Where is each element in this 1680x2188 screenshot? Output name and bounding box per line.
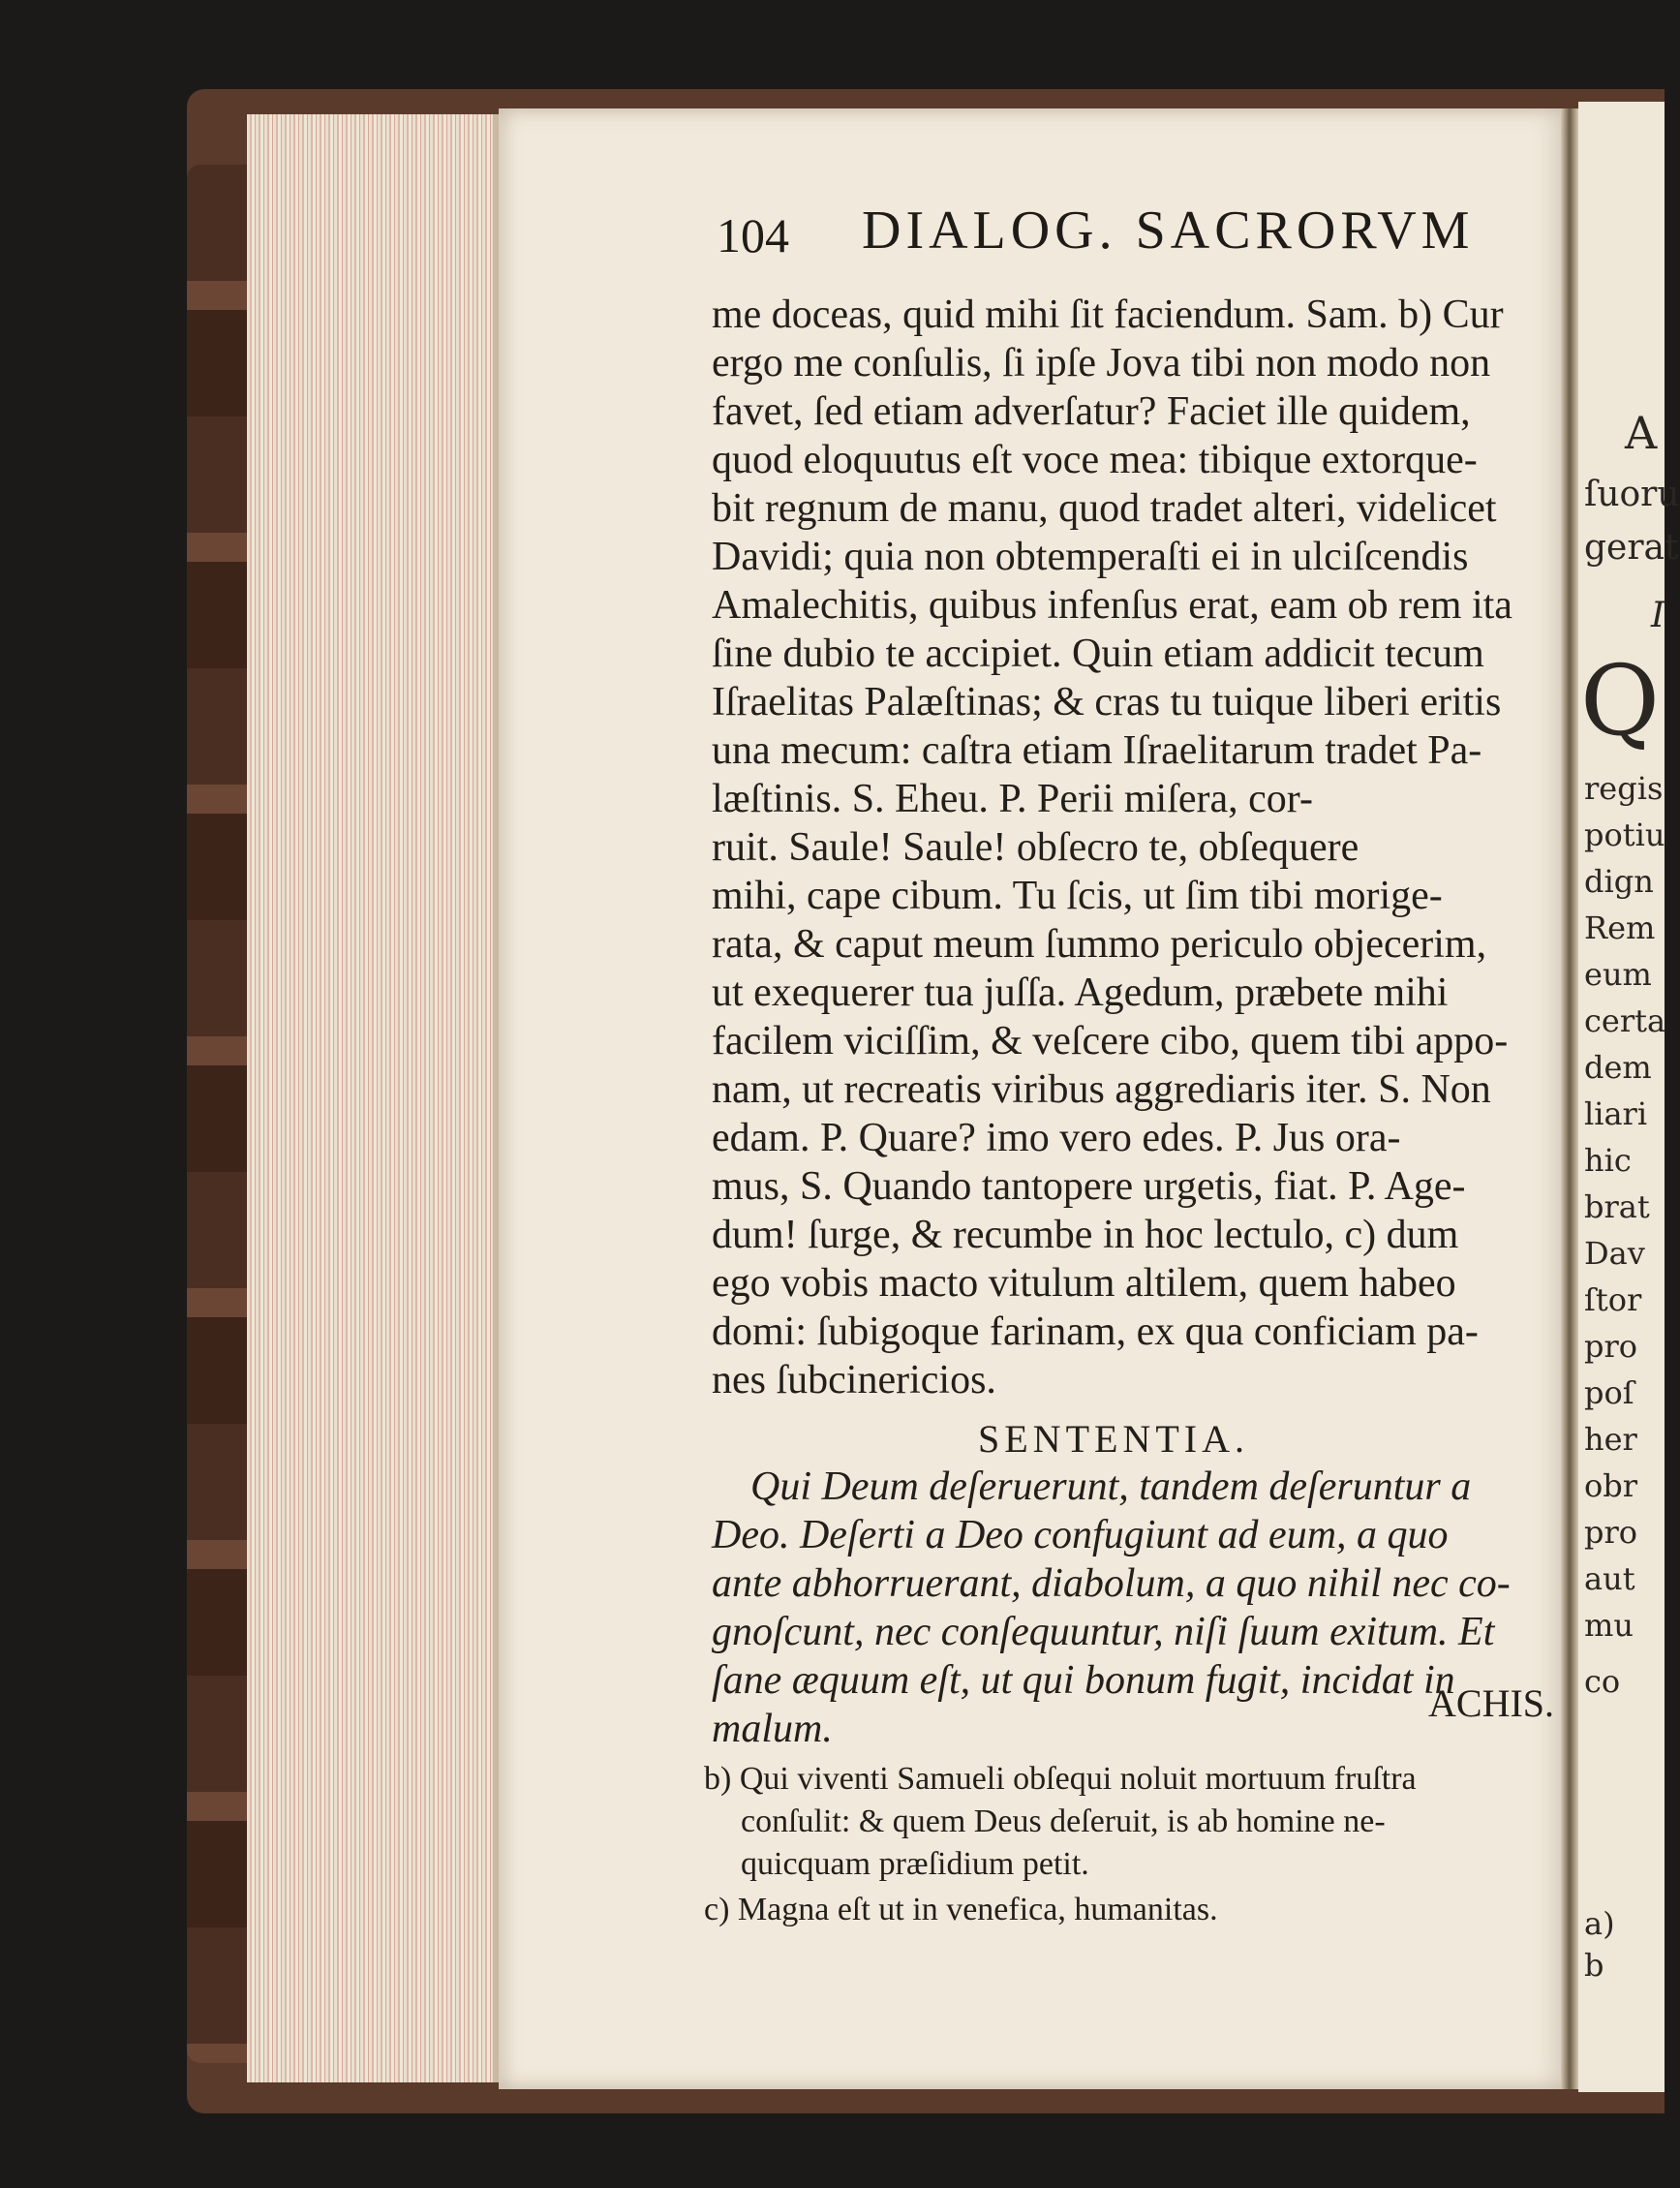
text-line: bit regnum de manu, quod tradet alteri, videlicet <box>712 486 1497 531</box>
facing-fragment: hic <box>1584 1142 1632 1179</box>
text-line: facilem viciſſim, & veſcere cibo, quem tibi appo- <box>712 1019 1509 1063</box>
page-number: 104 <box>717 208 789 262</box>
facing-fragment: A <box>1625 407 1658 459</box>
text-line: Amalechitis, quibus infenſus erat, eam ob rem ita <box>712 583 1512 628</box>
text-line: ego vobis macto vitulum altilem, quem habeo <box>712 1261 1456 1306</box>
footnote-line: quicquam præſidium petit. <box>741 1846 1089 1882</box>
catchword: ACHIS. <box>1428 1681 1555 1725</box>
sententia-line: malum. <box>712 1707 833 1751</box>
text-line: ſine dubio te accipiet. Quin etiam addicit tecum <box>712 632 1484 676</box>
facing-fragment: her <box>1584 1421 1637 1458</box>
page-edges <box>247 114 499 2082</box>
text-line: rata, & caput meum ſummo periculo objecerim, <box>712 922 1487 967</box>
footnote-line: c) Magna eſt ut in venefica, humanitas. <box>704 1892 1218 1927</box>
facing-fragment: aut <box>1584 1560 1635 1597</box>
facing-fragment: Q <box>1580 644 1660 757</box>
facing-fragment: ſuoru <box>1584 475 1680 514</box>
text-line: me doceas, quid mihi ſit faciendum. Sam. b) Cur <box>712 293 1504 337</box>
text-line: ergo me conſulis, ſi ipſe Jova tibi non modo non <box>712 341 1491 385</box>
text-line: ut exequerer tua juſſa. Agedum, præbete mihi <box>712 971 1449 1015</box>
text-line: dum! ſurge, & recumbe in hoc lectulo, c) dum <box>712 1213 1459 1257</box>
text-line: mus, S. Quando tantopere urgetis, fiat. P. Age- <box>712 1164 1466 1209</box>
leather-binding <box>187 165 247 2063</box>
facing-fragment: ſtor <box>1584 1281 1642 1318</box>
facing-fragment: gerat <box>1584 528 1679 568</box>
facing-fragment: a) <box>1584 1905 1615 1942</box>
facing-fragment: certa <box>1584 1002 1666 1039</box>
facing-fragment: liari <box>1584 1095 1648 1132</box>
facing-fragment: brat <box>1584 1188 1650 1225</box>
text-line: una mecum: caſtra etiam Iſraelitarum tradet Pa- <box>712 728 1482 773</box>
facing-fragment: I <box>1651 596 1665 635</box>
facing-page <box>1578 102 1680 2092</box>
facing-fragment: Dav <box>1584 1235 1645 1272</box>
footnote-line: conſulit: & quem Deus deſeruit, is ab homine ne- <box>741 1803 1386 1839</box>
facing-fragment: poſ <box>1584 1374 1634 1411</box>
sententia-line: Deo. Deſerti a Deo confugiunt ad eum, a quo <box>712 1513 1449 1557</box>
facing-fragment: dign <box>1584 863 1654 900</box>
sententia-line: ſane æquum eſt, ut qui bonum fugit, incidat in <box>712 1658 1455 1703</box>
text-line: domi: ſubigoque farinam, ex qua conficiam pa- <box>712 1310 1479 1354</box>
footnote-line: b) Qui viventi Samueli obſequi noluit mortuum fruſtra <box>704 1761 1417 1797</box>
text-line: ruit. Saule! Saule! obſecro te, obſequere <box>712 825 1359 870</box>
facing-fragment: potiu <box>1584 817 1665 853</box>
facing-fragment: obr <box>1584 1467 1638 1504</box>
text-line: Iſraelitas Palæſtinas; & cras tu tuique liberi eritis <box>712 680 1502 724</box>
text-line: quod eloquutus eſt voce mea: tibique extorque- <box>712 438 1478 482</box>
sententia-heading: SENTENTIA. <box>978 1417 1249 1461</box>
running-head: DIALOG. SACRORVM <box>862 200 1475 261</box>
facing-fragment: mu <box>1584 1607 1634 1644</box>
facing-fragment: eum <box>1584 956 1652 993</box>
sententia-line: Qui Deum deſeruerunt, tandem deſeruntur a <box>750 1464 1472 1509</box>
sententia-line: ante abhorruerant, diabolum, a quo nihil nec co- <box>712 1561 1511 1606</box>
sententia-line: gnoſcunt, nec conſequuntur, niſi ſuum exitum. Et <box>712 1610 1495 1654</box>
text-line: Davidi; quia non obtemperaſti ei in ulciſcendis <box>712 535 1469 579</box>
facing-fragment: regis <box>1584 770 1664 807</box>
facing-fragment: Rem <box>1584 909 1656 946</box>
text-line: læſtinis. S. Eheu. P. Perii miſera, cor- <box>712 777 1313 821</box>
facing-fragment: pro <box>1584 1514 1638 1551</box>
facing-fragment: dem <box>1584 1049 1652 1086</box>
text-line: nes ſubcinericios. <box>712 1358 996 1402</box>
facing-fragment: b <box>1584 1947 1604 1984</box>
text-line: nam, ut recreatis viribus aggrediaris iter. S. Non <box>712 1067 1491 1112</box>
text-line: mihi, cape cibum. Tu ſcis, ut ſim tibi morige- <box>712 874 1443 918</box>
text-line: edam. P. Quare? imo vero edes. P. Jus ora- <box>712 1116 1401 1160</box>
facing-fragment: pro <box>1584 1328 1638 1365</box>
text-line: favet, ſed etiam adverſatur? Faciet ille quidem, <box>712 389 1471 434</box>
facing-fragment: co <box>1584 1663 1621 1700</box>
